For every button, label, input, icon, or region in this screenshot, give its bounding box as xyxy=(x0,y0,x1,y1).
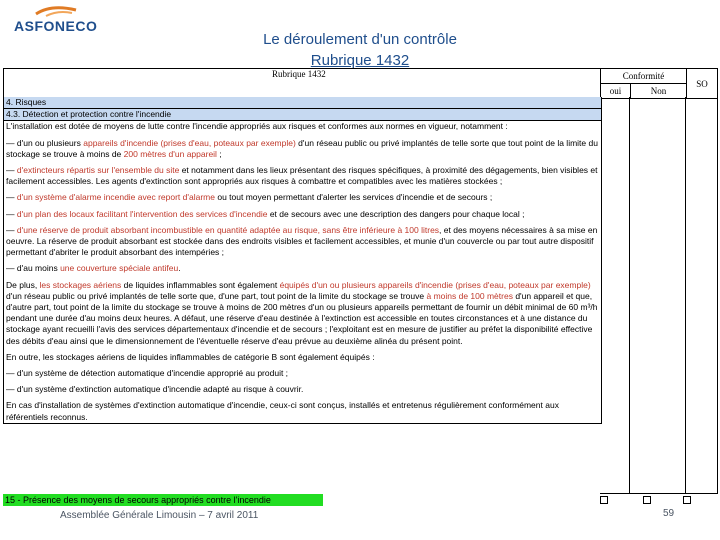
requirements-list xyxy=(3,97,602,424)
so-header: SO xyxy=(687,69,718,99)
item-absorbant: — d'une réserve de produit absorbant incombustible en quantité adaptée au risque, sans être inférieure à 100 litres, et des moyens nécessaires à sa mise en oeuvre. La réserve de produit absorbant est stockée dans des endroits visibles et facilement accessibles, et munie d'un couvercle ou par tout autre dispositif permettant d'abriter le produit absorbant des intempéries ; xyxy=(6,224,598,258)
logo-text: ASFONECO xyxy=(14,18,98,34)
item-en-outre: En outre, les stockages aériens de liquides inflammables de catégorie B sont également équipés : xyxy=(6,351,375,362)
non-header: Non xyxy=(631,84,687,99)
item-alarme: — d'un système d'alarme incendie avec report d'alarme ou tout moyen permettant d'alerter les services d'incendie et de secours ; xyxy=(6,192,493,203)
item-extincteurs: — d'extincteurs répartis sur l'ensemble du site et notamment dans les lieux présentant des risques spécifiques, à proximité des dégagements, bien visibles et facilement accessibles. Les agents d'extinction sont appropriés aux risques à combattre et compatibles avec les matières stockées ; xyxy=(6,165,598,187)
page-number: 59 xyxy=(663,508,675,519)
checkbox-oui[interactable] xyxy=(600,496,608,504)
checklist-label: 15 - Présence des moyens de secours appropriés contre l'incendie xyxy=(3,494,323,506)
conformite-header: Conformité xyxy=(601,69,687,84)
item-couverture: — d'au moins une couverture spéciale antifeu. xyxy=(6,263,181,274)
section-risques: 4. Risques xyxy=(4,97,601,109)
item-extinction: — d'un système d'extinction automatique d'incendie adapté au risque à couvrir. xyxy=(6,384,304,395)
rubrique-header: Rubrique 1432 xyxy=(4,69,601,99)
header-table xyxy=(3,68,718,99)
oui-header: oui xyxy=(601,84,631,99)
checkbox-so[interactable] xyxy=(683,496,691,504)
list-item xyxy=(4,121,601,423)
item-systemes: En cas d'installation de systèmes d'extinction automatique d'incendie, ceux-ci sont conçus, installés et entretenus régulièrement conformément aux référentiels reconnus. xyxy=(6,400,559,422)
footer-text: Assemblée Générale Limousin – 7 avril 2011 xyxy=(60,510,259,521)
page-title: Le déroulement d'un contrôle xyxy=(263,31,457,48)
item-plan: — d'un plan des locaux facilitant l'intervention des services d'incendie et de secours avec une description des dangers pour chaque local ; xyxy=(6,208,525,219)
item-appareils: — d'un ou plusieurs appareils d'incendie (prises d'eau, poteaux par exemple) d'un réseau public ou privé implantés de telle sorte que tout point de la limite du stockage se trouve à moins de 200 mètres d'un appareil ; xyxy=(6,137,598,159)
item-stockages-aeriens: De plus, les stockages aériens de liquides inflammables sont également équipés d'un ou plusieurs appareils d'incendie (prises d'eau, poteaux par exemple) d'un réseau public ou privé implantés de telle sorte que, d'une part, tout point de la limite du stockage se trouve à moins de 100 mètres d'un appareil et que, d'autre part, tout point de la limite du stockage se trouve à moins de 200 mètres d'un ou plusieurs appareils permettant de fournir un débit minimal de 60 m³/h pendant une durée d'au moins deux heures. A défaut, une réserve d'eau destinée à l'extinction est accessible en toutes circonstances et à une distance du stockage ayant recueilli l'avis des services départementaux d'incendie et de secours ; l'exploitant est en mesure de justifier au préfet la disponibilité effective des débits d'eau ainsi que le dimensionnement de l'éventuelle réserve d'eau prévue au deuxième alinéa du présent point. xyxy=(6,279,598,346)
checkbox-non[interactable] xyxy=(643,496,651,504)
item-detection: — d'un système de détection automatique d'incendie approprié au produit ; xyxy=(6,368,289,379)
section-detection: 4.3. Détection et protection contre l'incendie xyxy=(4,109,601,121)
page-subtitle: Rubrique 1432 xyxy=(310,52,410,69)
checklist-row xyxy=(3,494,717,506)
conformity-columns xyxy=(600,97,718,494)
intro-text: L'installation est dotée de moyens de lutte contre l'incendie appropriés aux risques et conformes aux normes en vigueur, notamment : xyxy=(6,121,508,132)
